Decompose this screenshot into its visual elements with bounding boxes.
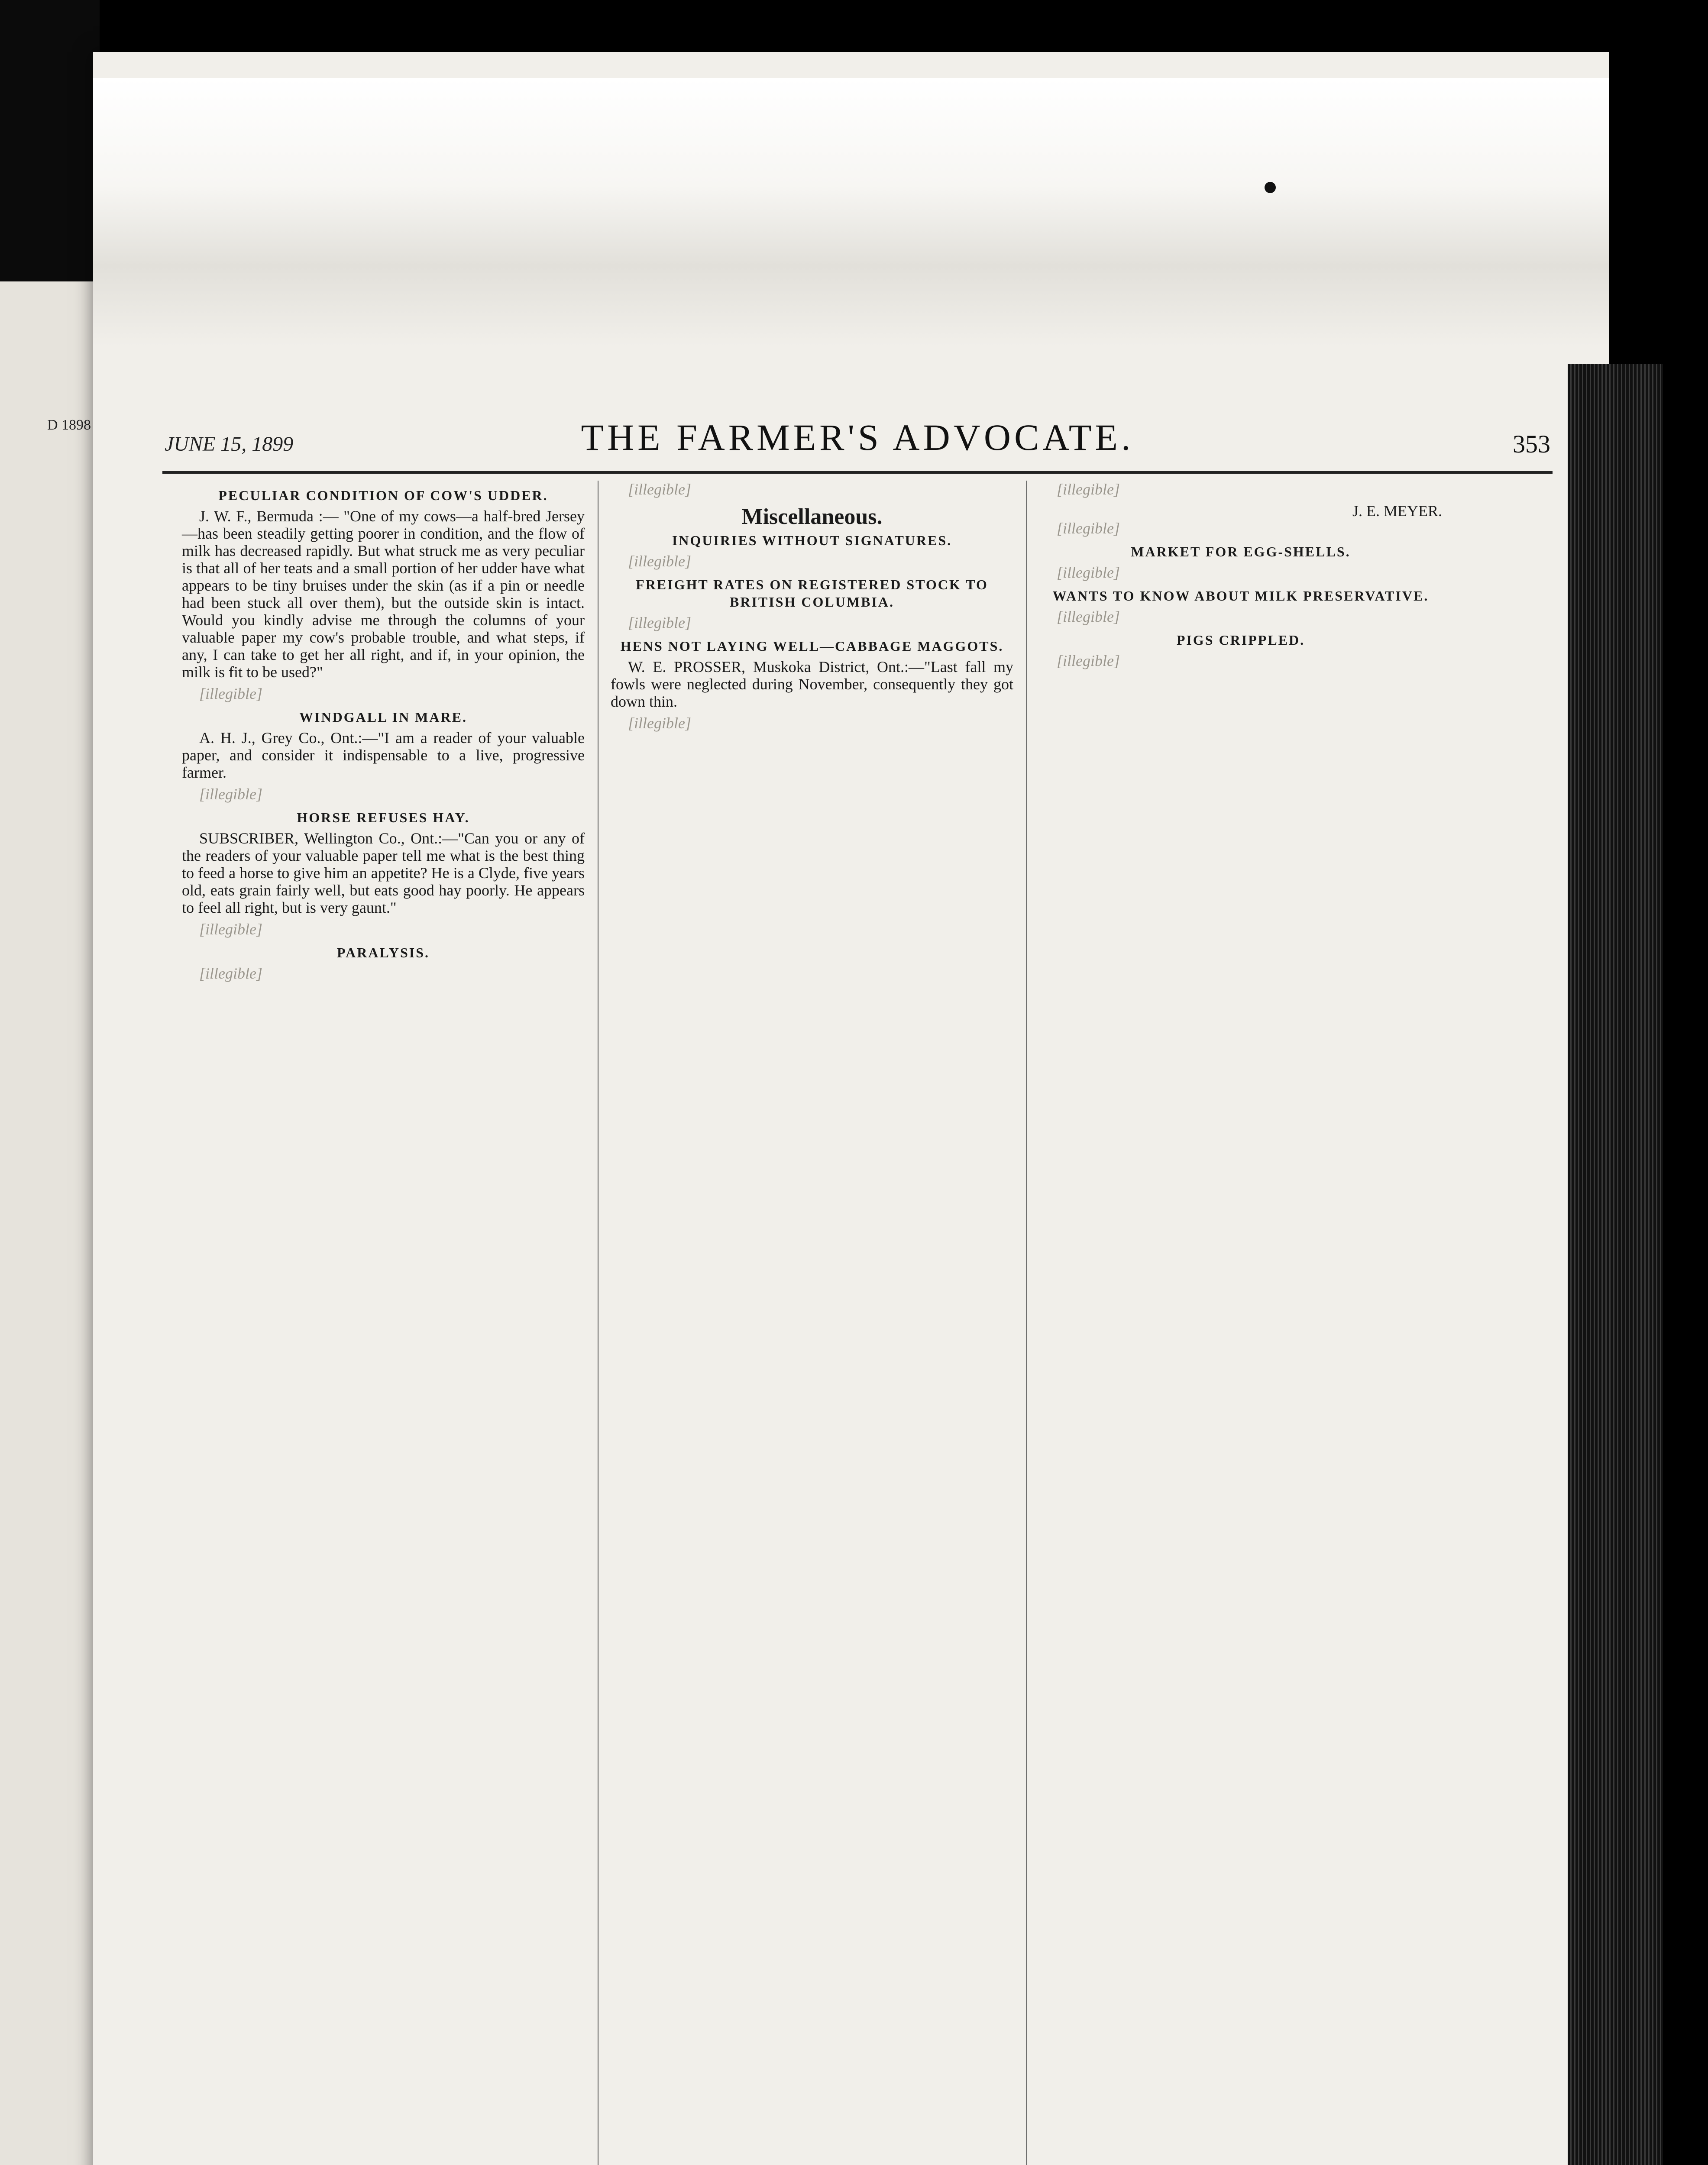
- article-paragraph: A. H. J., Grey Co., Ont.:—"I am a reader of your valuable paper, and consider it indispensable to a live, progressive farmer.: [182, 729, 585, 781]
- column-3: [1039, 481, 1442, 674]
- article-heading: PARALYSIS.: [336, 945, 430, 960]
- column-divider: [1026, 481, 1027, 2165]
- illegible-paragraph: [illegible]: [628, 553, 691, 570]
- section-title: Miscellaneous.: [741, 504, 883, 529]
- article-paragraph: J. W. F., Bermuda :— "One of my cows—a half-bred Jersey—has been steadily getting poorer in condition, and the flow of milk has decreased rapidly. But what struck me as very peculiar is that all of her teats and a small portion of her udder have what appears to be tiny bruises under the skin (as if a pin or needle had been stuck all over them), but the outside skin is intact. Would you kindly advise me through the columns of your valuable paper my cow's probable trouble, and what steps, if any, I can take to get her all right, and if, in your opinion, the milk is fit to be used?": [182, 507, 585, 681]
- article-paragraph: W. E. PROSSER, Muskoka District, Ont.:—"Last fall my fowls were neglected during November, consequently they got down thin.: [611, 658, 1013, 710]
- illegible-paragraph: [illegible]: [199, 685, 262, 702]
- article-heading: MARKET FOR EGG-SHELLS.: [1131, 544, 1351, 559]
- article-paragraph: SUBSCRIBER, Wellington Co., Ont.:—"Can you or any of the readers of your valuable paper tell me what is the best thing to feed a horse to give him an appetite? He is a Clyde, five years old, eats grain fairly well, but eats good hay poorly. He appears to feel all right, but is very gaunt.": [182, 830, 585, 916]
- illegible-paragraph: [illegible]: [1057, 564, 1120, 581]
- illegible-paragraph: [illegible]: [1057, 652, 1120, 669]
- illegible-paragraph: [illegible]: [1057, 481, 1120, 498]
- page-number: 353: [1513, 430, 1550, 458]
- illegible-paragraph: [illegible]: [628, 714, 691, 732]
- illegible-paragraph: [illegible]: [1057, 608, 1120, 625]
- article-heading: HENS NOT LAYING WELL—CABBAGE MAGGOTS.: [620, 638, 1004, 654]
- illegible-paragraph: [illegible]: [1057, 520, 1120, 537]
- article-heading: WANTS TO KNOW ABOUT MILK PRESERVATIVE.: [1052, 588, 1429, 604]
- article-heading: WINDGALL IN MARE.: [299, 709, 467, 725]
- article-heading: PECULIAR CONDITION OF COW'S UDDER.: [218, 488, 548, 503]
- article-heading: PIGS CRIPPLED.: [1176, 632, 1305, 648]
- issue-date: JUNE 15, 1899: [165, 433, 294, 456]
- header-rule: [162, 471, 1553, 474]
- illegible-paragraph: [illegible]: [628, 481, 691, 498]
- article-heading: INQUIRIES WITHOUT SIGNATURES.: [672, 533, 952, 548]
- page-header: [165, 416, 1550, 463]
- illegible-paragraph: [illegible]: [199, 965, 262, 982]
- previous-page-fragment: D 1898: [47, 417, 91, 433]
- masthead-title: THE FARMER'S ADVOCATE.: [581, 417, 1134, 458]
- page-fold: [93, 78, 1609, 346]
- previous-page-edge: [0, 281, 95, 2165]
- author-signature: J. E. MEYER.: [1352, 502, 1442, 520]
- article-heading: FREIGHT RATES ON REGISTERED STOCK TO BRITISH COLUMBIA.: [636, 577, 988, 610]
- page-stack-edge: [1568, 364, 1663, 2165]
- column-1: [182, 481, 585, 986]
- article-heading: HORSE REFUSES HAY.: [297, 810, 470, 825]
- column-2: [611, 481, 1013, 736]
- ink-smudge: [1265, 182, 1276, 193]
- illegible-paragraph: [illegible]: [199, 921, 262, 938]
- newspaper-page: [93, 52, 1609, 2165]
- illegible-paragraph: [illegible]: [199, 785, 262, 803]
- illegible-paragraph: [illegible]: [628, 614, 691, 631]
